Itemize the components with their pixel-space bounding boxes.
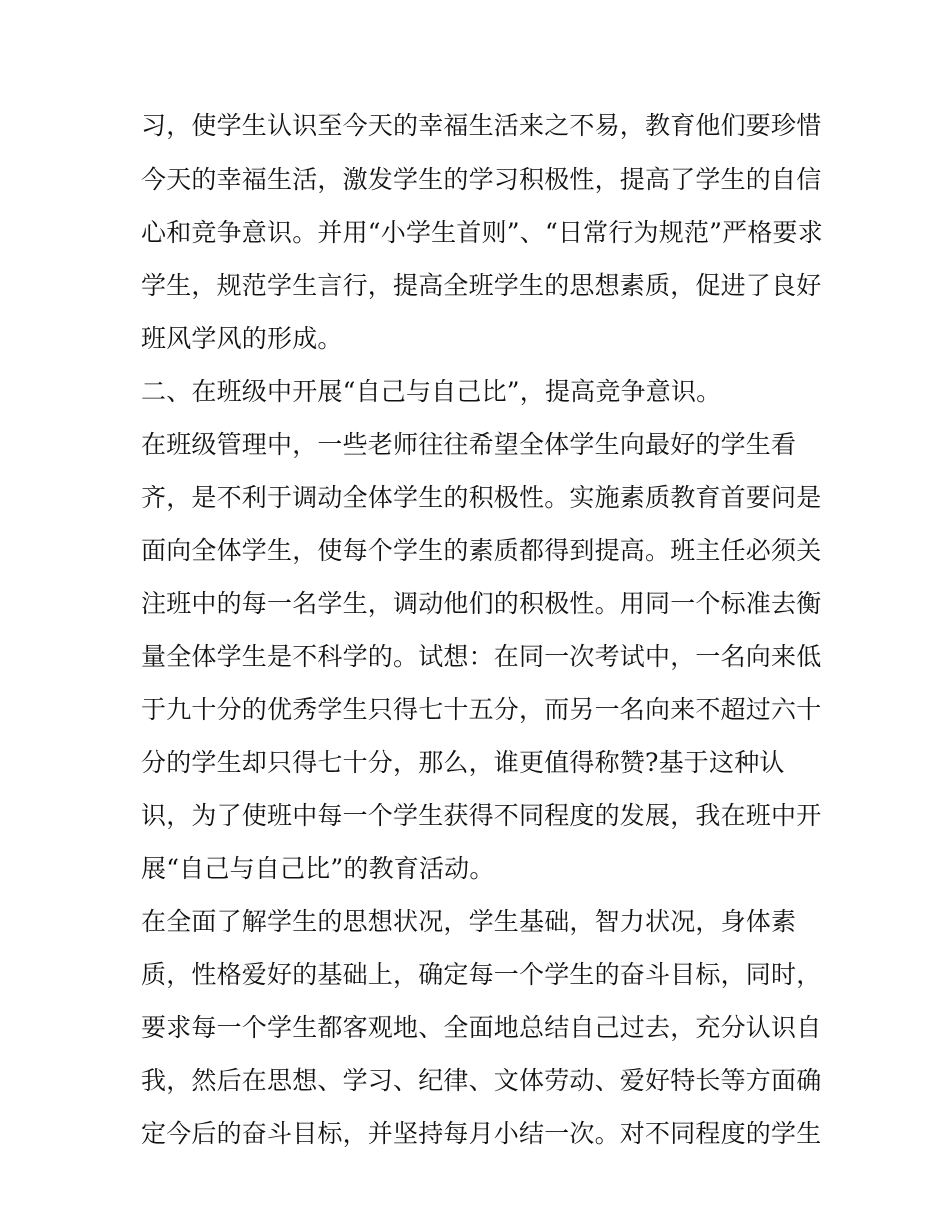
text-line: 面向全体学生，使每个学生的素质都得到提高。班主任必须关: [141, 536, 822, 565]
text-line: 学生，规范学生言行，提高全班学生的思想素质，促进了良好: [141, 271, 822, 300]
section-heading: 二、在班级中开展“自己与自己比”，提高竞争意识。: [141, 377, 722, 406]
text-line: 习，使学生认识至今天的幸福生活来之不易，教育他们要珍惜: [141, 111, 822, 140]
text-line: 心和竞争意识。并用“小学生首则”、“日常行为规范”严格要求: [141, 218, 823, 247]
text-line: 质，性格爱好的基础上，确定每一个学生的奋斗目标，同时，: [141, 960, 822, 989]
text-line: 班风学风的形成。: [141, 324, 343, 353]
text-line: 于九十分的优秀学生只得七十五分，而另一名向来不超过六十: [141, 695, 822, 724]
text-line: 在班级管理中，一些老师往往希望全体学生向最好的学生看: [141, 430, 797, 459]
text-line: 定今后的奋斗目标，并坚持每月小结一次。对不同程度的学生: [141, 1119, 822, 1148]
text-line: 展“自己与自己比”的教育活动。: [141, 854, 495, 883]
text-line: 我，然后在思想、学习、纪律、文体劳动、爱好特长等方面确: [141, 1066, 822, 1095]
text-line: 注班中的每一名学生，调动他们的积极性。用同一个标准去衡: [141, 589, 822, 618]
text-line: 齐，是不利于调动全体学生的积极性。实施素质教育首要问是: [141, 483, 822, 512]
text-line: 在全面了解学生的思想状况，学生基础，智力状况，身体素: [141, 907, 797, 936]
text-line: 识，为了使班中每一个学生获得不同程度的发展，我在班中开: [141, 801, 822, 830]
text-line: 量全体学生是不科学的。试想：在同一次考试中，一名向来低: [141, 642, 822, 671]
text-line: 要求每一个学生都客观地、全面地总结自己过去，充分认识自: [141, 1013, 822, 1042]
text-line: 今天的幸福生活，激发学生的学习积极性，提高了学生的自信: [141, 165, 822, 194]
text-line: 分的学生却只得七十分，那么，谁更值得称赞?基于这种认: [141, 748, 785, 777]
